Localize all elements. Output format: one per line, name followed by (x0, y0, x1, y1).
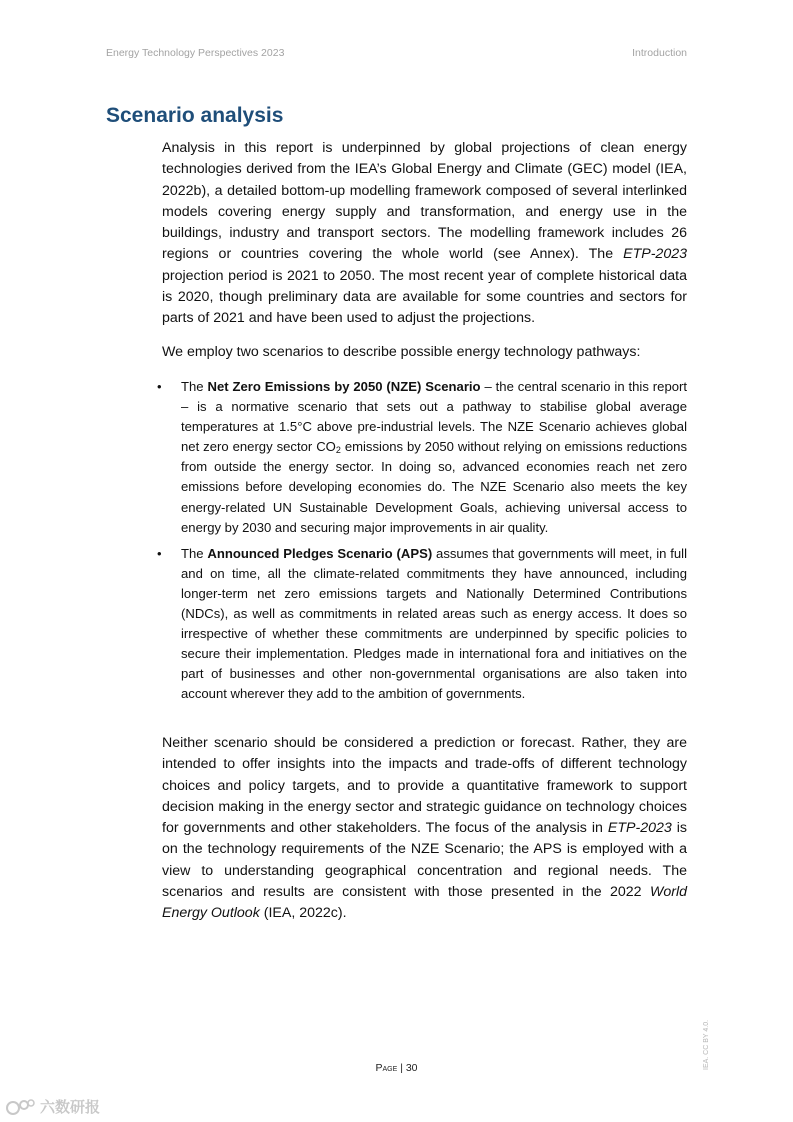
bullet-item-aps (157, 544, 687, 705)
italic-report-name: ETP-2023 (607, 820, 672, 837)
bullet-bold-term: Announced Pledges Scenario (APS) (207, 545, 433, 561)
running-header-chapter: Introduction (632, 47, 687, 59)
italic-report-name: ETP-2023 (623, 246, 687, 263)
bullet-bold-term: Net Zero Emissions by 2050 (NZE) Scenario (207, 379, 481, 394)
bullet-text: The (181, 379, 208, 394)
section-title: Scenario analysis (106, 104, 284, 127)
watermark-logo-icon (6, 1097, 36, 1117)
bullet-text: emissions by 2050 without relying on emissions reductions from outside the energy sector. In doing so, advanced economies reach net zero emissions before developing economies do. The NZE Scenario also meets the key energy-related UN Sustainable Development Goals, achieving universal access to energy by 2030 and securing major improvements in air quality. (181, 439, 687, 535)
bullet-marker: • (157, 545, 162, 561)
paragraph-scenario-purpose (162, 733, 687, 925)
paragraph-text: Analysis in this report is underpinned by global projections of clean energy technologies derived from the IEA’s Global Energy and Climate (GEC) model (IEA, 2022b), a detailed bottom-up modelling framework composed of several interlinked models covering energy supply and transformation, and energy use in the buildings, industry and transport sectors. The modelling framework includes 26 regions or countries covering the whole world (see Annex). The (162, 140, 687, 263)
subscript: 2 (335, 445, 341, 456)
italic-publication-name: World Energy Outlook (162, 884, 687, 922)
paragraph-text: (IEA, 2022c). (259, 905, 347, 922)
paragraph-text: is on the technology requirements of the NZE Scenario; the APS is employed with a view to understanding geographical concentration and regional needs. The scenarios and results are consistent with those presented in the 2022 (162, 820, 688, 901)
bullet-item-nze (157, 377, 688, 538)
license-note: IEA. CC BY 4.0. (703, 1019, 710, 1070)
page-number-value: 30 (405, 1062, 418, 1074)
running-header-title: Energy Technology Perspectives 2023 (106, 47, 285, 59)
paragraph-text: Neither scenario should be considered a prediction or forecast. Rather, they are intended to offer insights into the impacts and trade-offs of different technology choices and policy targets, and to provide a quantitative framework to support decision making in the energy sector and strategic guidance on technology choices for governments and other stakeholders. The focus of the analysis in (162, 735, 687, 837)
scenario-bullet-list (157, 377, 688, 711)
paragraph-gec-model (162, 138, 687, 330)
paragraph-scenarios-intro: We employ two scenarios to describe possible energy technology pathways: (162, 344, 641, 360)
bullet-text: – the central scenario in this report – is a normative scenario that sets out a pathway to stabilise global average temperatures at 1.5°C above pre-industrial levels. The NZE Scenario achieves global net zero energy sector CO (181, 379, 688, 455)
page-separator: | (400, 1062, 403, 1074)
paragraph-text: projection period is 2021 to 2050. The most recent year of complete historical data is 2020, though preliminary data are available for some countries and sectors for parts of 2021 and have been used to adjust the projections. (162, 267, 687, 327)
page-number (0, 1062, 793, 1074)
page-label: Page (375, 1062, 398, 1074)
bullet-text: assumes that governments will meet, in full and on time, all the climate-related commitments they have announced, including longer-term net zero emissions targets and Nationally Determined Contributions (NDCs), as well as commitments in related areas such as energy access. It does so irrespective of whether these commitments are underpinned by specific policies to secure their implementation. Pledges made in international fora and initiatives on the part of businesses and other non-governmental organisations are also taken into account wherever they add to the ambition of governments. (181, 545, 687, 702)
watermark (6, 1096, 100, 1117)
bullet-text: The (181, 545, 208, 561)
watermark-text: 六数研报 (40, 1099, 101, 1116)
bullet-marker: • (157, 379, 162, 394)
